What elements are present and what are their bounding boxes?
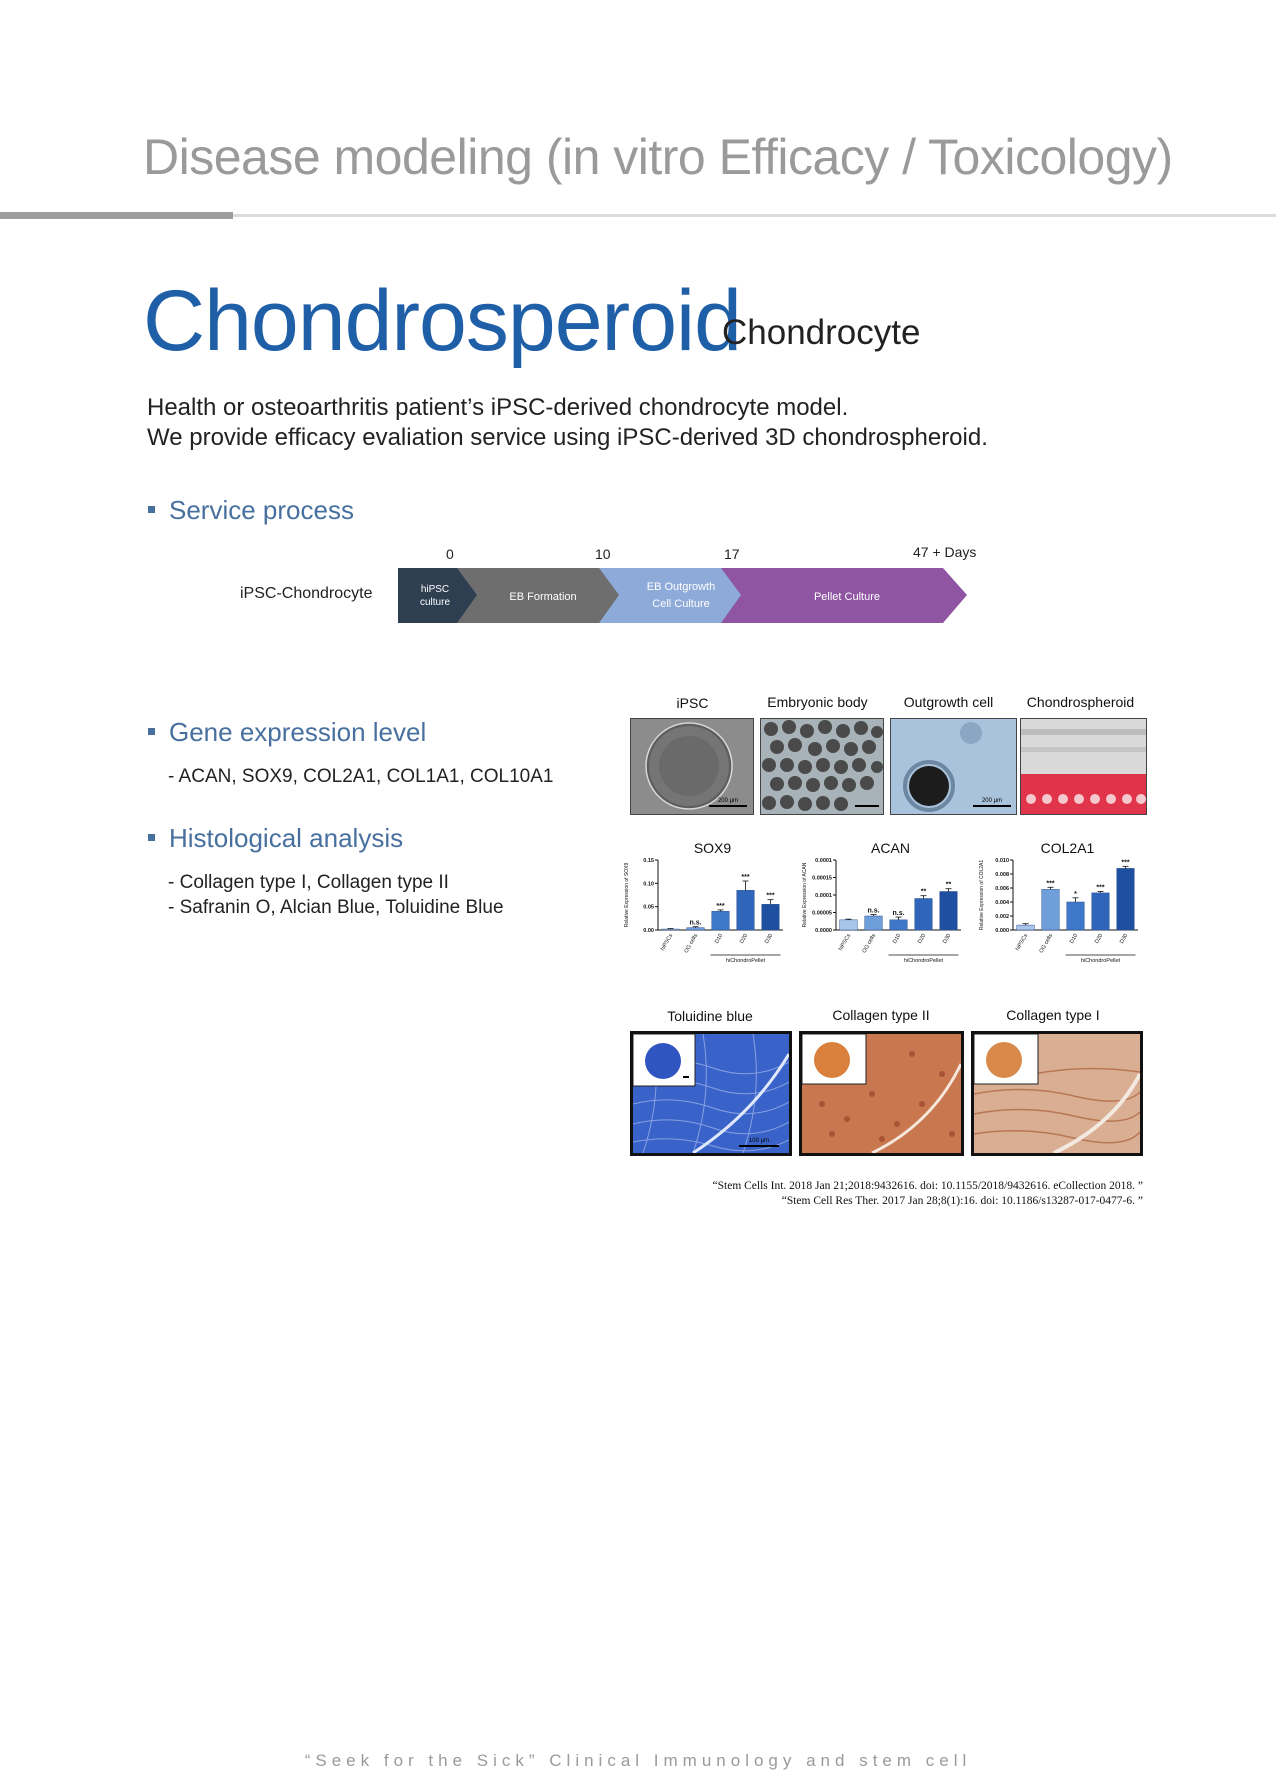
y-tick-label: 0.00005 — [812, 910, 832, 917]
group-label: hiChondroPellet — [903, 958, 944, 964]
y-tick-label: 0.006 — [995, 886, 1009, 892]
chart-sox9 — [620, 850, 790, 985]
eb-image — [761, 719, 883, 814]
x-tick-label: OG cells — [683, 933, 700, 955]
histology-detail-1: - Collagen type I, Collagen type II — [168, 872, 449, 893]
photo-title-ipsc: iPSC — [676, 695, 709, 711]
day-mark: 17 — [724, 546, 740, 562]
day-mark: 10 — [595, 546, 611, 562]
chart-title-col2a1: COL2A1 — [1040, 840, 1095, 856]
y-tick-label: 0.0001 — [815, 858, 832, 864]
photo-title-eb: Embryonic body — [767, 694, 868, 710]
bar-d10 — [1067, 902, 1085, 930]
bar-d20 — [915, 899, 933, 931]
significance-label: ** — [920, 888, 927, 896]
intro-line-1: Health or osteoarthritis patient’s iPSC-derived chondrocyte model. — [147, 394, 849, 421]
chart-col2a1 — [975, 850, 1145, 985]
ipsc-colony-image — [631, 719, 753, 814]
y-tick-label: 0.00015 — [812, 875, 832, 882]
citation-1: “Stem Cells Int. 2018 Jan 21;2018:9432616. doi: 10.1155/2018/9432616. eCollection 2018. ” — [712, 1180, 1143, 1192]
photo-title-outgrowth: Outgrowth cell — [903, 694, 994, 710]
scale-label: 200 μm — [717, 798, 739, 804]
significance-label: *** — [716, 902, 725, 910]
step-label: EB Formation — [509, 591, 577, 603]
significance-label: *** — [1046, 880, 1055, 888]
bar-hipscs — [840, 920, 858, 930]
gene-list: - ACAN, SOX9, COL2A1, COL1A1, COL10A1 — [168, 766, 554, 787]
chart-title-sox9: SOX9 — [693, 840, 732, 856]
histo-title-collagen-2: Collagen type II — [832, 1007, 930, 1023]
process-row-label: iPSC-Chondrocyte — [240, 585, 373, 602]
y-axis-label: Relative Expression of ACAN — [802, 862, 808, 928]
significance-label: ** — [945, 881, 952, 889]
scale-label: 100 μm — [748, 1138, 770, 1144]
intro-line-2: We provide efficacy evaliation service using iPSC-derived 3D chondrospheroid. — [147, 424, 988, 451]
bar-hipscs — [1017, 925, 1035, 930]
x-tick-label: OG cells — [861, 933, 878, 955]
x-tick-label: D10 — [891, 933, 903, 945]
y-tick-label: 0.008 — [995, 872, 1009, 878]
histo-collagen-type-1 — [971, 1031, 1143, 1156]
y-tick-label: 0.002 — [995, 914, 1009, 920]
x-tick-label: D10 — [713, 933, 725, 945]
bar-d20 — [1092, 893, 1110, 930]
category-title: Disease modeling (in vitro Efficacy / Toxicology) — [143, 129, 1173, 185]
step-label: culture — [419, 597, 451, 608]
x-tick-label: D30 — [1118, 933, 1130, 945]
y-tick-label: 0.05 — [643, 904, 654, 911]
header-rule — [233, 214, 1276, 217]
significance-label: * — [1074, 890, 1077, 898]
x-tick-label: D10 — [1068, 933, 1080, 945]
scale-label: 200 μm — [981, 798, 1003, 804]
x-tick-label: D30 — [763, 933, 775, 945]
photo-ipsc — [630, 718, 754, 815]
chondrospheroid-image — [1021, 719, 1146, 814]
y-tick-label: 0.0001 — [815, 893, 832, 899]
bar-d30 — [1117, 868, 1135, 930]
outgrowth-image — [891, 719, 1016, 814]
x-tick-label: D30 — [941, 933, 953, 945]
significance-label: n.s. — [867, 907, 880, 915]
y-tick-label: 0.10 — [643, 881, 654, 888]
bar-og-cells — [1042, 889, 1060, 930]
significance-label: n.s. — [689, 919, 702, 927]
y-tick-label: 0.00 — [643, 928, 654, 934]
process-timeline — [395, 566, 975, 626]
photo-chondrospheroid — [1020, 718, 1147, 815]
significance-label: n.s. — [892, 910, 905, 918]
group-label: hiChondroPellet — [1080, 958, 1121, 964]
y-tick-label: 0.0000 — [815, 928, 832, 934]
section-heading-gene-expression — [148, 717, 426, 748]
collagen-2-image — [802, 1034, 961, 1153]
step-label: EB Outgrowth — [646, 581, 716, 593]
x-tick-label: D20 — [1093, 933, 1105, 945]
x-tick-label: D20 — [738, 933, 750, 945]
significance-label: *** — [1121, 859, 1130, 867]
y-axis-label: Relative Expression of COL2A1 — [979, 859, 985, 931]
bullet-icon — [148, 506, 155, 513]
bar-d30 — [762, 904, 780, 930]
bullet-icon — [148, 834, 155, 841]
bar-hipscs — [662, 929, 680, 930]
bar-og-cells — [865, 916, 883, 930]
header-rule-accent — [0, 212, 233, 219]
photo-title-chondrospheroid: Chondrospheroid — [1026, 694, 1135, 710]
bar-d20 — [737, 890, 755, 930]
histo-title-collagen-1: Collagen type I — [1006, 1007, 1100, 1023]
bar-d10 — [712, 911, 730, 930]
x-tick-label: hiPSCs — [659, 933, 675, 952]
photo-outgrowth-cell — [890, 718, 1017, 815]
histo-title-toluidine: Toluidine blue — [667, 1008, 753, 1024]
section-heading-service-process — [148, 495, 354, 526]
section-heading-text: Histological analysis — [169, 823, 404, 853]
x-tick-label: D20 — [916, 933, 928, 945]
chart-acan — [798, 850, 968, 985]
day-mark: 47 + Days — [913, 544, 977, 560]
step-label: hiPSC — [420, 584, 450, 595]
histo-toluidine-blue — [630, 1031, 792, 1156]
y-tick-label: 0.15 — [643, 858, 654, 864]
bar-d30 — [940, 892, 958, 931]
y-tick-label: 0.010 — [995, 858, 1009, 864]
section-heading-histological — [148, 823, 403, 854]
day-mark: 0 — [446, 546, 454, 562]
y-tick-label: 0.000 — [995, 928, 1009, 934]
page-subtitle: Chondrocyte — [722, 313, 921, 352]
page-title: Chondrosperoid — [143, 273, 741, 369]
footer-tagline: “Seek for the Sick” Clinical Immunology and stem cell — [304, 1751, 972, 1770]
significance-label: *** — [741, 874, 750, 881]
x-tick-label: hiPSCs — [1014, 933, 1030, 952]
section-heading-text: Gene expression level — [169, 717, 427, 747]
bar-og-cells — [687, 928, 705, 930]
bullet-icon — [148, 728, 155, 735]
y-tick-label: 0.004 — [995, 900, 1009, 906]
histo-collagen-type-2 — [799, 1031, 964, 1156]
y-axis-label: Relative Expression of SOX9 — [624, 862, 630, 928]
chart-title-acan: ACAN — [871, 840, 910, 856]
histology-detail-2: - Safranin O, Alcian Blue, Toluidine Blue — [168, 897, 504, 918]
toluidine-image — [633, 1034, 789, 1153]
process-step-eb-outgrowth — [599, 568, 749, 623]
photo-embryonic-body — [760, 718, 884, 815]
group-label: hiChondroPellet — [725, 958, 766, 964]
x-tick-label: hiPSCs — [837, 933, 853, 952]
significance-label: *** — [1096, 884, 1105, 892]
step-label: Pellet Culture — [813, 591, 881, 603]
section-heading-text: Service process — [169, 495, 354, 525]
x-tick-label: OG cells — [1038, 933, 1055, 955]
bar-d10 — [890, 920, 908, 930]
collagen-1-image — [974, 1034, 1140, 1153]
citation-2: “Stem Cell Res Ther. 2017 Jan 28;8(1):16. doi: 10.1186/s13287-017-0477-6. ” — [781, 1195, 1143, 1207]
significance-label: *** — [766, 892, 775, 900]
step-label: Cell Culture — [652, 598, 710, 610]
